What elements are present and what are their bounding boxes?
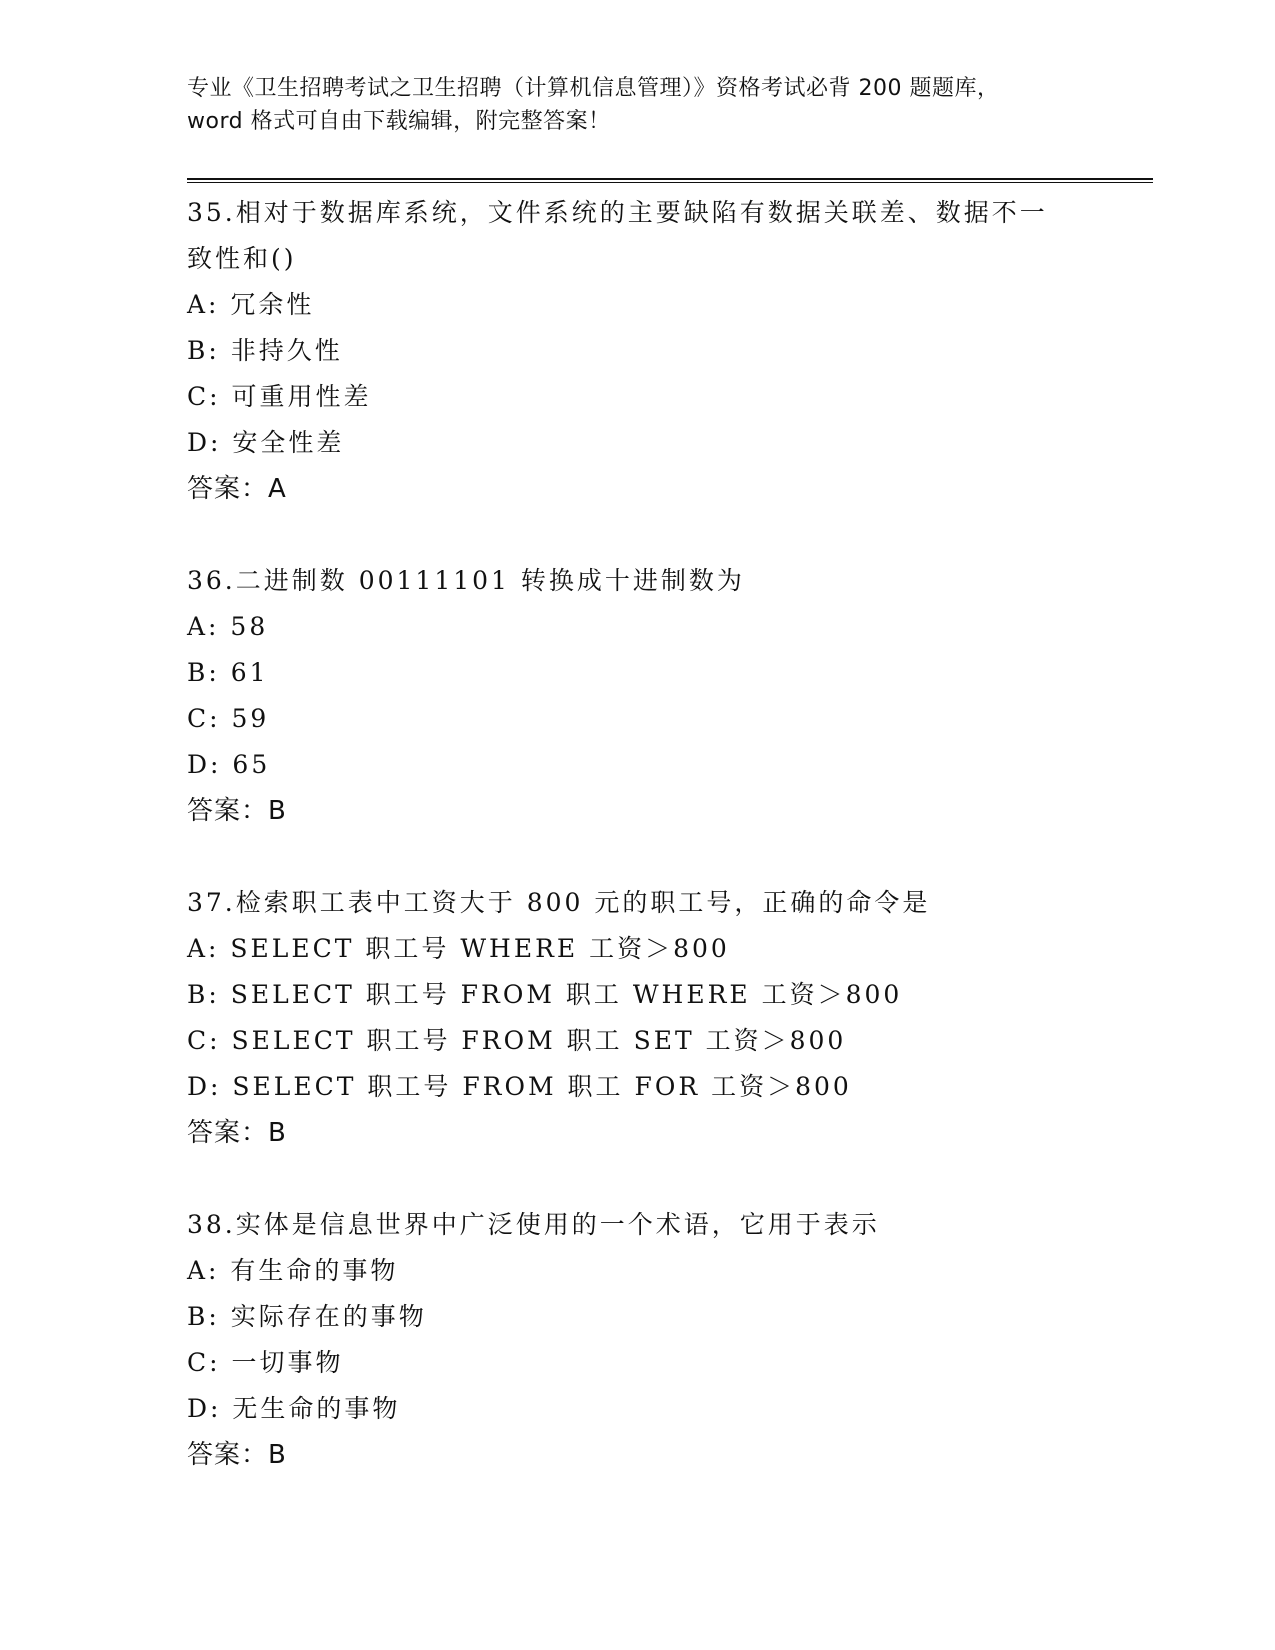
question-36 xyxy=(187,558,1087,834)
option-b: B: 实际存在的事物 xyxy=(187,1302,427,1331)
header-divider xyxy=(187,178,1153,183)
option-a: A: 58 xyxy=(187,612,269,641)
question-stem: 37.检索职工表中工资大于 800 元的职工号，正确的命令是 xyxy=(187,888,931,917)
option-a: A: 有生命的事物 xyxy=(187,1256,399,1285)
option-c: C: 59 xyxy=(187,704,270,733)
question-37 xyxy=(187,880,1087,1156)
question-stem: 36.二进制数 00111101 转换成十进制数为 xyxy=(187,566,745,595)
option-b: B: SELECT 职工号 FROM 职工 WHERE 工资＞800 xyxy=(187,980,903,1009)
answer: 答案：B xyxy=(187,796,287,826)
question-35 xyxy=(187,190,1087,512)
question-38 xyxy=(187,1202,1087,1478)
option-d: D: SELECT 职工号 FROM 职工 FOR 工资＞800 xyxy=(187,1072,852,1101)
answer: 答案：B xyxy=(187,1440,287,1470)
option-d: D: 65 xyxy=(187,750,271,779)
answer: 答案：B xyxy=(187,1118,287,1148)
option-d: D: 安全性差 xyxy=(187,428,345,457)
option-c: C: SELECT 职工号 FROM 职工 SET 工资＞800 xyxy=(187,1026,847,1055)
header-title-line-1: 专业《卫生招聘考试之卫生招聘（计算机信息管理）》资格考试必背 200 题题库， xyxy=(187,76,1000,101)
option-c: C: 可重用性差 xyxy=(187,382,372,411)
header-title-line-2: word 格式可自由下载编辑，附完整答案！ xyxy=(187,109,611,134)
option-b: B: 61 xyxy=(187,658,269,687)
option-d: D: 无生命的事物 xyxy=(187,1394,401,1423)
answer: 答案：A xyxy=(187,474,287,504)
question-stem: 38.实体是信息世界中广泛使用的一个术语，它用于表示 xyxy=(187,1210,880,1239)
question-list xyxy=(187,190,1087,1524)
option-a: A: 冗余性 xyxy=(187,290,315,319)
option-b: B: 非持久性 xyxy=(187,336,343,365)
option-c: C: 一切事物 xyxy=(187,1348,344,1377)
option-a: A: SELECT 职工号 WHERE 工资＞800 xyxy=(187,934,730,963)
question-stem: 35.相对于数据库系统，文件系统的主要缺陷有数据关联差、数据不一 xyxy=(187,198,1048,227)
question-stem-continued: 致性和() xyxy=(187,244,297,273)
document-header xyxy=(187,72,1087,138)
